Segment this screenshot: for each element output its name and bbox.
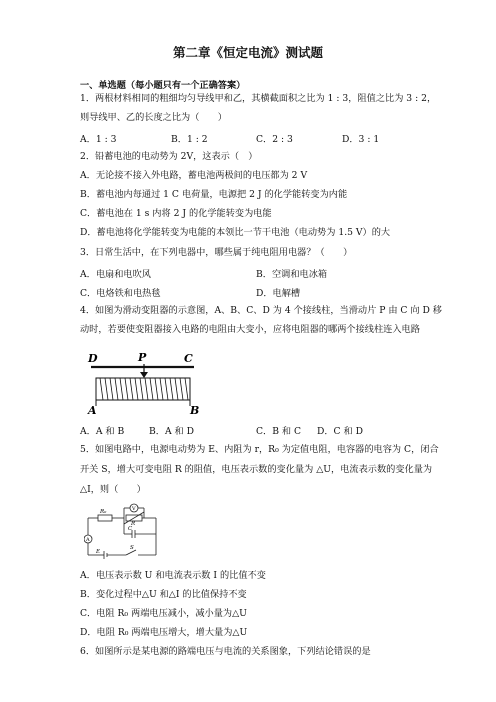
q6-stem: 6．如图所示是某电源的路端电压与电流的关系图象，下列结论错误的是 — [80, 646, 371, 657]
label-v: V — [132, 506, 136, 512]
q4-option-d: D．C 和 D — [317, 426, 363, 437]
q5-option-a: A．电压表示数 U 和电流表示数 I 的比值不变 — [80, 570, 266, 581]
label-c: C — [184, 352, 193, 365]
q3-option-c: C．电烙铁和电热毯 — [80, 288, 161, 299]
q5-stem-line3: △I，则（ ） — [80, 484, 146, 495]
q1-option-b: B．1 : 2 — [171, 134, 208, 145]
circuit-figure — [84, 503, 164, 561]
section-heading: 一、单选题（每小题只有一个正确答案） — [80, 80, 246, 91]
q3-option-a: A．电扇和电吹风 — [80, 269, 151, 280]
q2-option-a: A．无论接不接入外电路，蓄电池两极间的电压都为 2 V — [80, 170, 308, 181]
q1-stem-line1: 1．两根材料相同的粗细均匀导线甲和乙，其横截面积之比为 1 : 3，阻值之比为 3 : 2， — [80, 93, 437, 104]
q5-option-d: D．电阻 R₀ 两端电压增大，增大量为△U — [80, 627, 248, 638]
label-e: E — [96, 549, 101, 555]
label-b: B — [190, 404, 200, 417]
q2-option-d: D．蓄电池将化学能转变为电能的本领比一节干电池（电动势为 1.5 V）的大 — [80, 227, 391, 238]
q2-option-c: C．蓄电池在 1 s 内将 2 J 的化学能转变为电能 — [80, 208, 272, 219]
q5-option-b: B．变化过程中△U 和△I 的比值保持不变 — [80, 589, 247, 600]
label-d: D — [88, 352, 98, 365]
coil-windings — [100, 378, 188, 400]
q3-option-d: D．电解槽 — [256, 288, 301, 299]
q5-stem-line2: 开关 S，增大可变电阻 R 的阻值，电压表示数的变化量为 △U，电流表示数的变化量为 — [80, 464, 433, 475]
page-title: 第二章《恒定电流》测试题 — [172, 45, 323, 60]
label-r0: R₀ — [100, 509, 107, 515]
q4-option-c: C．B 和 C — [256, 426, 302, 437]
q1-stem-line2: 则导线甲、乙的长度之比为（ ） — [80, 112, 227, 123]
label-a: A — [88, 404, 97, 417]
rheostat-figure — [86, 350, 206, 418]
label-c: C — [128, 526, 133, 532]
q4-option-b: B．A 和 D — [149, 426, 194, 437]
q4-stem-line2: 动时，若要使变阻器接入电路的电阻由大变小，应将电阻器的哪两个接线柱连入电路 — [80, 324, 420, 335]
label-ammeter: A — [86, 537, 90, 543]
slider-contact — [140, 372, 148, 378]
q1-option-c: C．2 : 3 — [256, 134, 293, 145]
q5-stem-line1: 5．如图电路中，电源电动势为 E、内阻为 r，R₀ 为定值电阻，电容器的电容为 C，闭合 — [80, 444, 439, 455]
q4-stem-line1: 4．如图为滑动变阻器的示意图，A、B、C、D 为 4 个接线柱，当滑动片 P 由 C 向 D 移 — [80, 305, 442, 316]
q2-stem: 2．铅蓄电池的电动势为 2V，这表示（ ） — [80, 151, 258, 162]
resistor-r0 — [98, 515, 112, 521]
q1-option-d: D．3 : 1 — [342, 134, 380, 145]
q3-stem: 3．日常生活中，在下列电器中，哪些属于纯电阻用电器？（ ） — [80, 247, 353, 258]
label-s: S — [130, 545, 134, 551]
q2-option-b: B．蓄电池内每通过 1 C 电荷量，电源把 2 J 的化学能转变为内能 — [80, 189, 348, 200]
q3-option-b: B．空调和电冰箱 — [256, 269, 328, 280]
q4-option-a: A．A 和 B — [80, 426, 125, 437]
label-r: R — [131, 521, 136, 527]
q5-option-c: C．电阻 R₀ 两端电压减小，减小量为△U — [80, 608, 247, 619]
label-p: P — [138, 351, 147, 364]
q1-option-a: A．1 : 3 — [80, 134, 117, 145]
